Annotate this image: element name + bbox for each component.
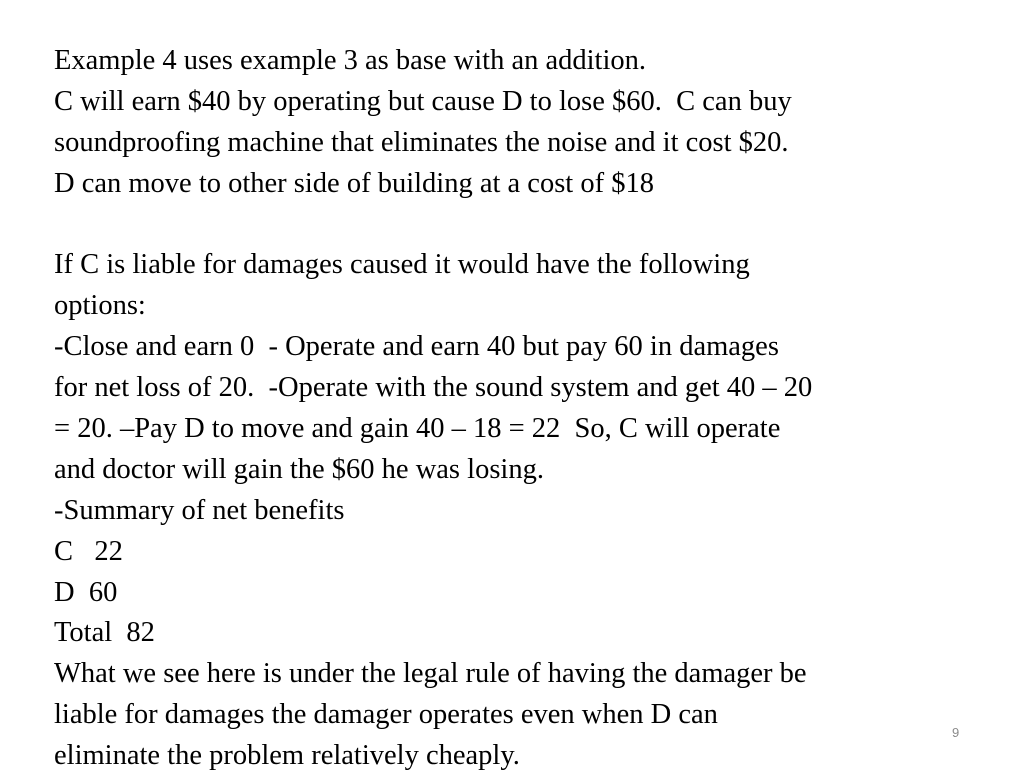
- text-line: Example 4 uses example 3 as base with an addition.: [54, 45, 647, 76]
- text-line: liable for damages the damager operates even when D can: [54, 699, 718, 731]
- text-line: soundproofing machine that eliminates the noise and it cost $20.: [54, 126, 789, 158]
- text-line: for net loss of 20. -Operate with the sound system and get 40 – 20: [54, 372, 813, 404]
- text-line: C 22: [54, 535, 123, 567]
- blank-line: [54, 205, 1014, 246]
- slide-number: 9: [952, 725, 960, 740]
- text-line: What we see here is under the legal rule of having the damager be: [54, 658, 807, 690]
- text-line: = 20. –Pay D to move and gain 40 – 18 = 22 So, C will operate: [54, 413, 781, 445]
- text-line: options:: [54, 290, 146, 322]
- text-line: D 60: [54, 576, 118, 608]
- text-line: If C is liable for damages caused it would have the following: [54, 249, 750, 281]
- slide-body-text: [54, 41, 1014, 777]
- text-line: and doctor will gain the $60 he was losing.: [54, 453, 544, 485]
- text-line: D can move to other side of building at a cost of $18: [54, 167, 654, 199]
- text-line: eliminate the problem relatively cheaply.: [54, 740, 520, 772]
- text-line: C will earn $40 by operating but cause D to lose $60. C can buy: [54, 85, 792, 117]
- text-line: -Close and earn 0 - Operate and earn 40 but pay 60 in damages: [54, 331, 779, 363]
- text-line: -Summary of net benefits: [54, 494, 345, 526]
- text-line: Total 82: [54, 617, 155, 649]
